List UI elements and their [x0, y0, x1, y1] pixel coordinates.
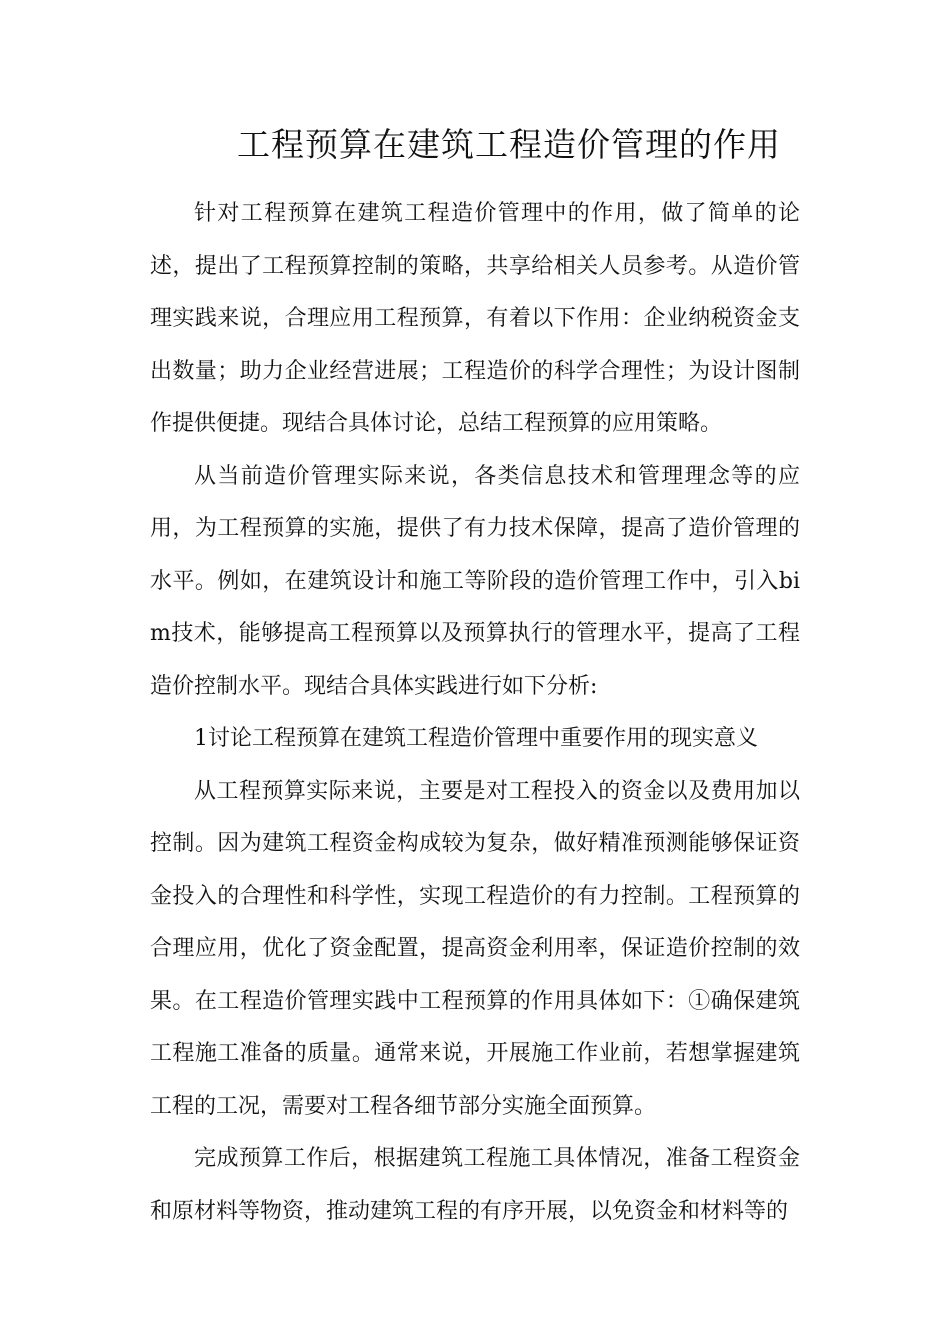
- document-body: [150, 188, 800, 1238]
- paragraph-intro: 针对工程预算在建筑工程造价管理中的作用，做了简单的论述，提出了工程预算控制的策略，共享给相关人员参考。从造价管理实践来说，合理应用工程预算，有着以下作用：企业纳税资金支出数量；助力企业经营进展；工程造价的科学合理性；为设计图制作提供便捷。现结合具体讨论，总结工程预算的应用策略。: [150, 201, 800, 436]
- section-heading-1: 1讨论工程预算在建筑工程造价管理中重要作用的现实意义: [194, 726, 758, 751]
- document-title: 工程预算在建筑工程造价管理的作用: [237, 125, 781, 164]
- paragraph-current-practice: 从当前造价管理实际来说，各类信息技术和管理理念等的应用，为工程预算的实施，提供了有力技术保障，提高了造价管理的水平。例如，在建筑设计和施工等阶段的造价管理工作中，引入bim技术，能够提高工程预算以及预算执行的管理水平，提高了工程造价控制水平。现结合具体实践进行如下分析:: [150, 463, 800, 699]
- paragraph-after-budget: 完成预算工作后，根据建筑工程施工具体情况，准备工程资金和原材料等物资，推动建筑工程的有序开展，以免资金和材料等的: [150, 1146, 800, 1224]
- paragraph-budget-role: 从工程预算实际来说，主要是对工程投入的资金以及费用加以控制。因为建筑工程资金构成较为复杂，做好精准预测能够保证资金投入的合理性和科学性，实现工程造价的有力控制。工程预算的合理应用，优化了资金配置，提高资金利用率，保证造价控制的效果。在工程造价管理实践中工程预算的作用具体如下：①确保建筑工程施工准备的质量。通常来说，开展施工作业前，若想掌握建筑工程的工况，需要对工程各细节部分实施全面预算。: [150, 778, 800, 1119]
